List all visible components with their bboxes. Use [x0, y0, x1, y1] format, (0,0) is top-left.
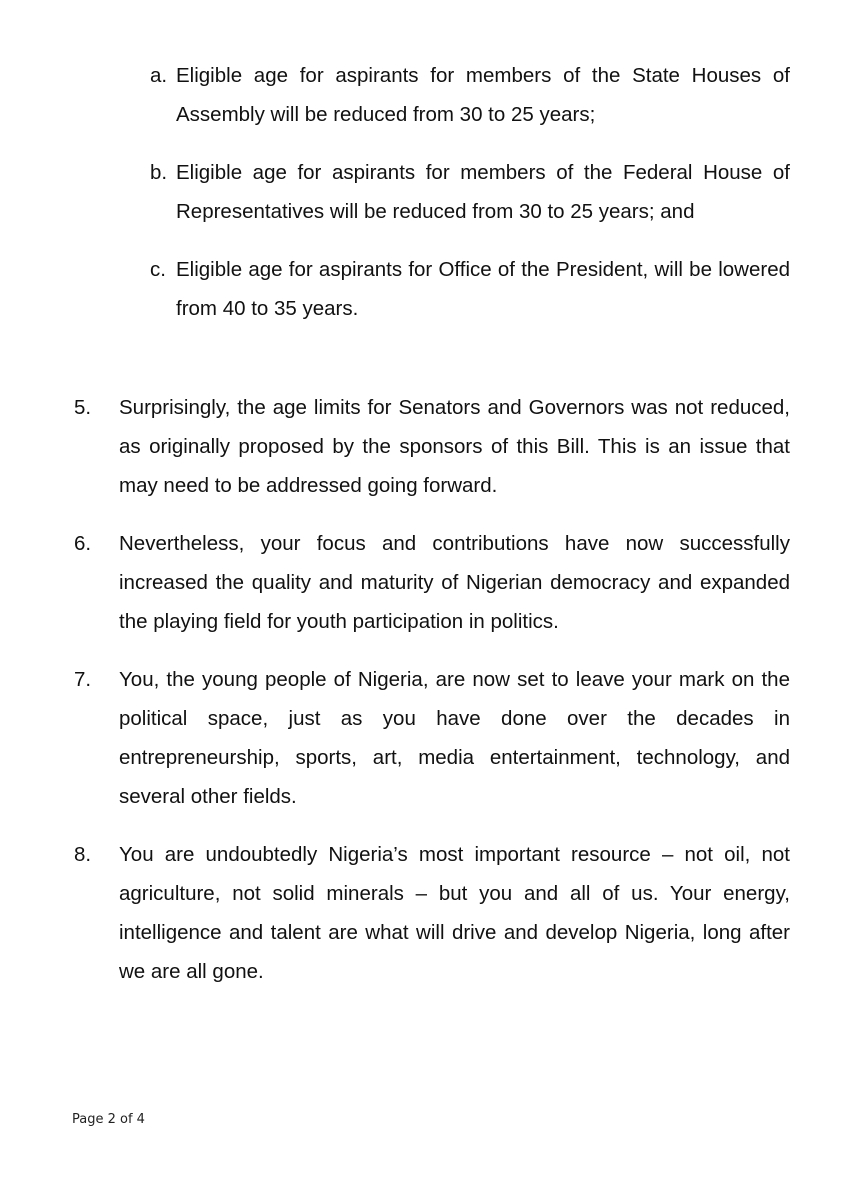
- paragraph-text: Surprisingly, the age limits for Senators and Governors was not reduced, as originally proposed by the sponsors of this Bill. This is an issue that may need to be addressed going forward.: [119, 396, 790, 497]
- paragraph-7: [74, 660, 790, 816]
- paragraph-text: You are undoubtedly Nigeria’s most important resource – not oil, not agriculture, not solid minerals – but you and all of us. Your energy, intelligence and talent are what will drive and develop Nigeria, long after we are all gone.: [119, 843, 790, 983]
- paragraph-number: 7.: [74, 668, 92, 691]
- sub-item-text: Eligible age for aspirants for members of the Federal House of Representatives will be reduced from 30 to 25 years; and: [176, 161, 790, 223]
- sub-item-letter: a.: [150, 64, 168, 87]
- sub-item-text: Eligible age for aspirants for members of the State Houses of Assembly will be reduced from 30 to 25 years;: [176, 64, 790, 126]
- page-number-footer: Page 2 of 4: [72, 1112, 145, 1127]
- sub-list: [150, 56, 790, 347]
- sub-item-letter: b.: [150, 161, 168, 184]
- sub-item-c: [150, 250, 790, 328]
- paragraph-6: [74, 524, 790, 641]
- sub-item-letter: c.: [150, 258, 166, 281]
- paragraph-5: [74, 388, 790, 505]
- paragraph-text: You, the young people of Nigeria, are now set to leave your mark on the political space, just as you have done over the decades in entrepreneurship, sports, art, media entertainment, technology, and several other fields.: [119, 668, 790, 808]
- paragraph-number: 6.: [74, 532, 92, 555]
- sub-item-text: Eligible age for aspirants for Office of the President, will be lowered from 40 to 35 years.: [176, 258, 790, 320]
- paragraph-text: Nevertheless, your focus and contributions have now successfully increased the quality and maturity of Nigerian democracy and expanded the playing field for youth participation in politics.: [119, 532, 790, 633]
- paragraph-8: [74, 835, 790, 991]
- paragraph-number: 8.: [74, 843, 92, 866]
- paragraph-number: 5.: [74, 396, 92, 419]
- numbered-list: [74, 388, 790, 1010]
- sub-item-b: [150, 153, 790, 231]
- sub-item-a: [150, 56, 790, 134]
